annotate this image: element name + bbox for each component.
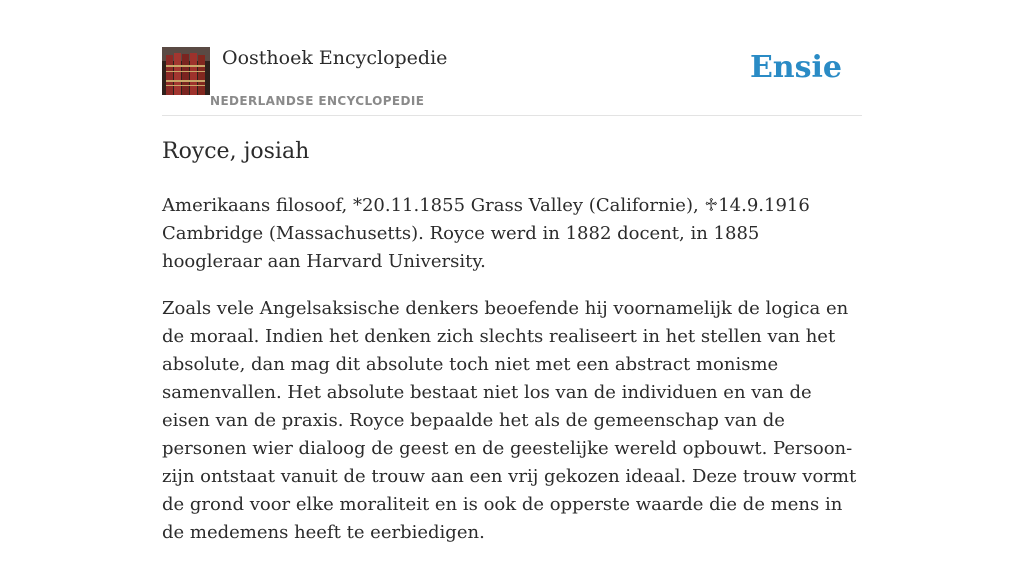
- encyclopedia-books-icon[interactable]: [162, 47, 210, 95]
- entry-title: Royce, josiah: [162, 139, 310, 164]
- entry-paragraph: Amerikaans filosoof, *20.11.1855 Grass Valley (Californie), ♱14.9.1916 Cambridge (Massachusetts). Royce werd in 1882 docent, in 1885 hoogleraar aan Harvard University.: [162, 195, 810, 272]
- entry-body: [162, 192, 862, 566]
- brand-logo[interactable]: Ensie: [749, 50, 842, 85]
- site-header: [162, 46, 862, 116]
- site-subtitle: NEDERLANDSE ENCYCLOPEDIE: [210, 94, 425, 108]
- site-title[interactable]: Oosthoek Encyclopedie: [222, 47, 448, 69]
- entry-paragraph: Zoals vele Angelsaksische denkers beoefende hij voornamelijk de logica en de moraal. Indien het denken zich slechts realiseert in het stellen van het absolute, dan mag dit absolute toch niet met een abstract monisme samenvallen. Het absolute bestaat niet los van de individuen en van de eisen van de praxis. Royce bepaalde het als de gemeenschap van de personen wier dialoog de geest en de geestelijke wereld opbouwt. Persoon-zijn ontstaat vanuit de trouw aan een vrij gekozen ideaal. Deze trouw vormt de grond voor elke moraliteit en is ook de opperste waarde die de mens in de medemens heeft te eerbiedigen.: [162, 298, 857, 543]
